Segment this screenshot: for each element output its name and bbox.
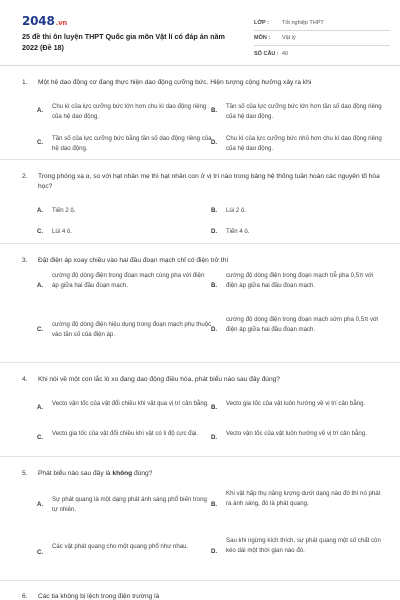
option-letter: C. [37, 434, 44, 441]
option-letter: D. [211, 139, 218, 146]
option-letter: C. [37, 326, 44, 333]
option-letter: B. [211, 404, 218, 411]
option-letter: D. [211, 548, 218, 555]
question-3 [0, 244, 400, 363]
logo-text: 2048 [22, 14, 55, 28]
option-text: Lùi 2 ô. [226, 207, 246, 214]
option-letter: B. [211, 207, 218, 214]
option-text: Sau khi ngừng kích thích, sự phát quang một số chất còn kéo dài một thời gian nào đó. [226, 537, 381, 554]
option-text: Vecto vận tốc của vật luôn hướng về vị trí cân bằng. [226, 430, 367, 437]
question-text: Một hệ dao động cơ đang thực hiện dao động cưỡng bức. Hiện tượng cộng hưởng xảy ra khi [38, 79, 312, 86]
option-letter: D. [211, 326, 218, 333]
document-header [0, 0, 400, 66]
meta-row-count [254, 46, 390, 61]
question-list [0, 66, 400, 600]
option-text: Tần số của lực cưỡng bức bằng tần số dao động riêng của hệ dao động. [52, 135, 212, 152]
option-text: Sự phát quang là một dạng phát ánh sáng phổ biến trong tự nhiên. [52, 496, 207, 513]
option-letter: B. [211, 501, 218, 508]
question-stem [22, 256, 382, 266]
question-text: Khi nói về một con lắc lò xo đang dao động điều hòa, phát biểu nào sau đây đúng? [38, 376, 280, 383]
question-stem [22, 172, 382, 192]
option-text: Vecto gia tốc của vật luôn hướng về vị trí cân bằng. [226, 400, 366, 407]
option-letter: B. [211, 107, 218, 114]
question-6 [0, 581, 400, 600]
meta-row-class [254, 16, 390, 31]
option-text: Khi vật hấp thụ năng lượng dưới dạng nào đó thì nó phát ra ánh sáng, đó là phát quang. [226, 490, 381, 507]
option-letter: C. [37, 549, 44, 556]
option-letter: C. [37, 139, 44, 146]
question-text: Trong phóng xạ α, so với hạt nhân mẹ thì hạt nhân con ở vị trí nào trong bảng hệ thống tuần hoàn các nguyên tố hóa học? [38, 173, 380, 190]
document-meta [254, 16, 390, 61]
option-letter: D. [211, 434, 218, 441]
question-number: 3. [22, 257, 28, 264]
option-text: cường độ dòng điện hiệu dụng trong đoạn mạch phụ thuộc vào tần số của điện áp. [52, 321, 212, 338]
option-text: Chu kì của lực cưỡng bức nhỏ hơn chu kì dao động riêng của hệ dao động. [226, 135, 382, 152]
question-text: Đặt điện áp xoay chiều vào hai đầu đoạn mạch chỉ có điện trở thì [38, 257, 229, 264]
meta-label: LỚP : [254, 20, 269, 26]
option-text: Chu kì của lực cưỡng bức lớn hơn chu kì dao động riêng của hệ dao động. [52, 103, 207, 120]
question-number: 5. [22, 470, 28, 477]
question-stem [22, 592, 382, 600]
site-logo[interactable] [22, 14, 67, 28]
document-title: 25 đề thi ôn luyện THPT Quốc gia môn Vật lí có đáp án năm 2022 (Đề 18) [22, 32, 225, 52]
option-text: cường độ dòng điện trong đoạn mạch trễ pha 0,5π với điện áp giữa hai đầu đoạn mạch. [226, 272, 374, 289]
question-number: 2. [22, 173, 28, 180]
meta-value: Vật lý [282, 35, 296, 41]
option-text: Tần số của lực cưỡng bức lớn hơn tần số dao động riêng của hệ dao động. [226, 103, 382, 120]
question-text: Các tia không bị lệch trong điện trường là [38, 593, 160, 600]
meta-value: 40 [282, 50, 289, 57]
option-text: Tiến 4 ô. [226, 228, 250, 235]
option-text: cường độ dòng điện trong đoạn mạch cùng pha với điện áp giữa hai đầu đoạn mạch. [52, 272, 205, 289]
option-text: Các vật phát quang cho một quang phổ như nhau. [52, 543, 189, 550]
option-text: Vecto gia tốc của vật đổi chiều khi vật có li độ cực đại. [52, 430, 199, 437]
option-letter: A. [37, 501, 44, 508]
option-letter: C. [37, 228, 44, 235]
question-2 [0, 160, 400, 244]
option-text: cường độ dòng điện trong đoạn mạch sớm pha 0,5π với điện áp giữa hai đầu đoạn mạch. [226, 316, 379, 333]
question-text-before: Phát biểu nào sau đây là [38, 470, 113, 477]
question-stem [22, 78, 382, 88]
logo-suffix: .vn [55, 19, 68, 27]
option-text: Lùi 4 ô. [52, 228, 72, 235]
option-letter: A. [37, 282, 44, 289]
question-1 [0, 66, 400, 160]
meta-label: SỐ CÂU : [254, 50, 279, 57]
option-text: Tiến 2 ô. [52, 207, 76, 214]
option-letter: B. [211, 282, 218, 289]
meta-value: Tốt nghiệp THPT [282, 20, 324, 26]
option-letter: D. [211, 228, 218, 235]
question-4 [0, 363, 400, 457]
question-number: 1. [22, 79, 28, 86]
option-letter: A. [37, 107, 44, 114]
option-text: Vecto vận tốc của vật đổi chiều khi vật qua vị trí cân bằng. [52, 400, 209, 407]
meta-row-subject [254, 31, 390, 46]
question-text-emphasis: không [112, 470, 133, 477]
question-5 [0, 457, 400, 581]
question-stem [22, 375, 382, 385]
question-number: 4. [22, 376, 28, 383]
option-letter: A. [37, 404, 44, 411]
question-stem [22, 469, 382, 479]
question-text-after: đúng? [132, 470, 153, 477]
question-number: 6. [22, 593, 28, 600]
option-letter: A. [37, 207, 44, 214]
question-text [38, 469, 382, 479]
meta-label: MÔN : [254, 35, 271, 41]
